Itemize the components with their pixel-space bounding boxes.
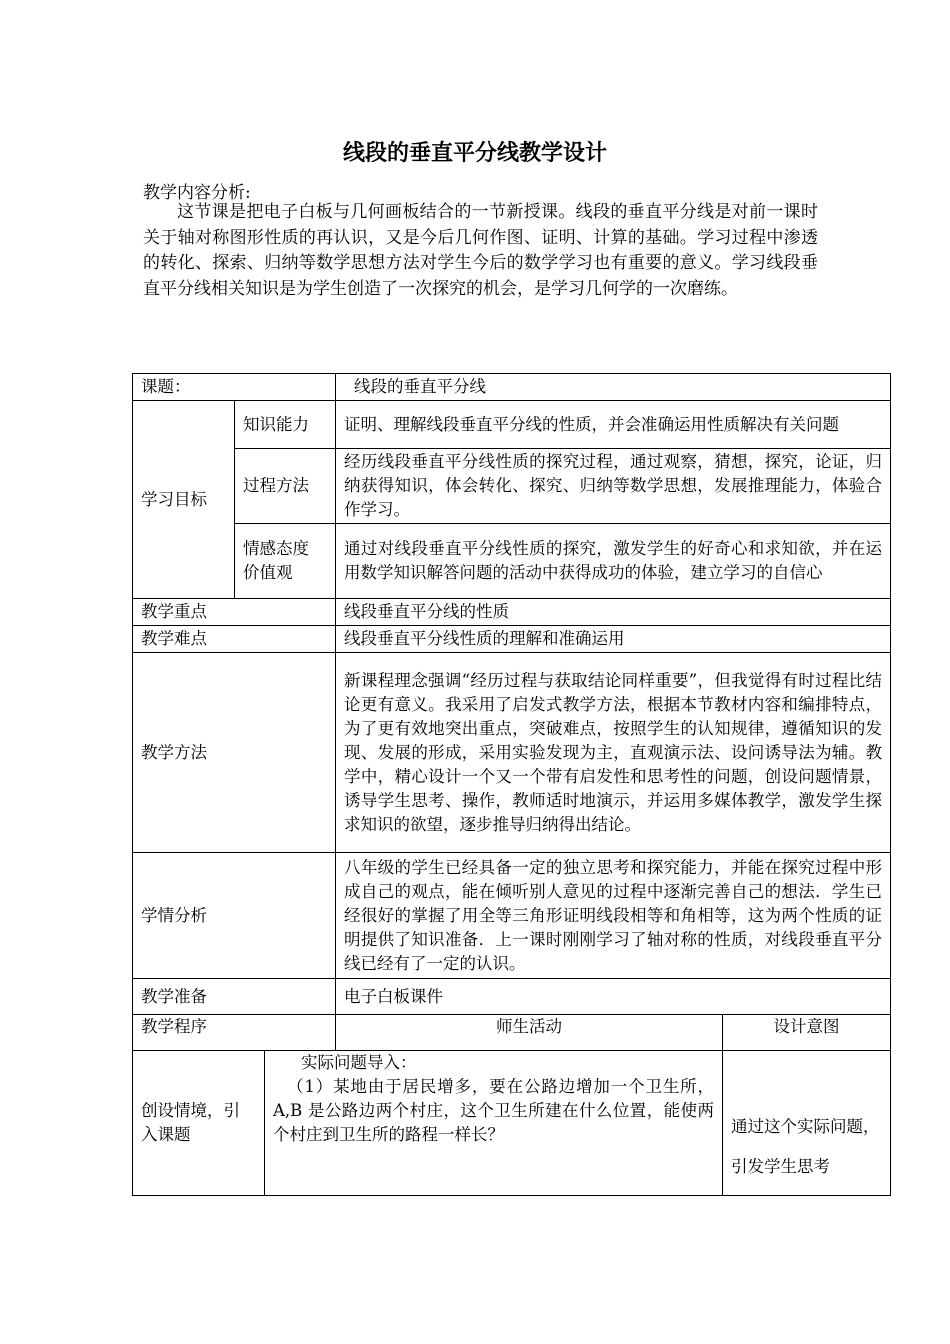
document-title: 线段的垂直平分线教学设计	[342, 141, 607, 166]
preparation-row	[133, 979, 891, 1015]
knowledge-value: 证明、理解线段垂直平分线的性质，并会准确运用性质解决有关问题	[336, 401, 891, 449]
stage1-intent: 通过这个实际问题，引发学生思考	[723, 1051, 891, 1196]
key-point-row	[133, 599, 891, 626]
attitude-label-line1: 情感态度	[243, 539, 309, 558]
students-value: 八年级的学生已经具备一定的独立思考和探究能力，并能在探究过程中形成自己的观点，能在倾听别人意见的过程中逐渐完善自己的想法．学生已经很好的掌握了用全等三角形证明线段相等和角相等，这为两个性质的证明提供了知识准备．上一课时刚刚学习了轴对称的性质，对线段垂直平分线已经有了一定的认识。	[336, 853, 891, 979]
attitude-value: 通过对线段垂直平分线性质的探究，激发学生的好奇心和求知欲，并在运用数学知识解答问题的活动中获得成功的体验，建立学习的自信心	[336, 524, 891, 599]
stage1-label: 创设情境，引入课题	[133, 1051, 265, 1196]
key-point-label: 教学重点	[133, 599, 336, 626]
intent-header: 设计意图	[723, 1015, 891, 1051]
attitude-row	[133, 524, 891, 599]
topic-value: 线段的垂直平分线	[336, 374, 891, 401]
analysis-paragraph: 这节课是把电子白板与几何画板结合的一节新授课。线段的垂直平分线是对前一课时关于轴对称图形性质的再认识，又是今后几何作图、证明、计算的基础。学习过程中渗透的转化、探索、归纳等数学思想方法对学生今后的数学学习也有重要的意义。学习线段垂直平分线相关知识是为学生创造了一次探究的机会，是学习几何学的一次磨练。	[143, 202, 818, 299]
knowledge-row	[133, 401, 891, 449]
activity-header: 师生活动	[336, 1015, 723, 1051]
difficulty-label: 教学难点	[133, 626, 336, 653]
objectives-label: 学习目标	[133, 401, 235, 599]
stage1-activity-body: （1）某地由于居民增多，要在公路边增加一个卫生所，A,B 是公路边两个村庄，这个卫生所建在什么位置，能使两个村庄到卫生所的路程一样长？	[273, 1077, 715, 1144]
students-row	[133, 853, 891, 979]
topic-row	[133, 374, 891, 401]
stage1-row	[133, 1051, 891, 1196]
topic-label: 课题：	[133, 374, 336, 401]
difficulty-value: 线段垂直平分线性质的理解和准确运用	[336, 626, 891, 653]
method-row	[133, 653, 891, 853]
method-value: 新课程理念强调“经历过程与获取结论同样重要”，但我觉得有时过程比结论更有意义。我采用了启发式教学方法，根据本节教材内容和编排特点，为了更有效地突出重点，突破难点，按照学生的认知规律，遵循知识的发现、发展的形成，采用实验发现为主，直观演示法、设问诱导法为辅。教学中，精心设计一个又一个带有启发性和思考性的问题，创设问题情景，诱导学生思考、操作，教师适时地演示，并运用多媒体教学，激发学生探求知识的欲望，逐步推导归纳得出结论。	[336, 653, 891, 853]
attitude-label-line2: 价值观	[243, 563, 293, 582]
method-label: 教学方法	[133, 653, 336, 853]
procedure-label: 教学程序	[133, 1015, 336, 1051]
process-label: 过程方法	[235, 449, 336, 524]
students-label: 学情分析	[133, 853, 336, 979]
process-value: 经历线段垂直平分线性质的探究过程，通过观察，猜想，探究，论证，归纳获得知识，体会转化、探究、归纳等数学思想，发展推理能力，体验合作学习。	[336, 449, 891, 524]
key-point-value: 线段垂直平分线的性质	[336, 599, 891, 626]
difficulty-row	[133, 626, 891, 653]
stage1-activity-title: 实际问题导入：	[301, 1053, 417, 1072]
stage1-activity	[265, 1051, 723, 1196]
analysis-heading: 教学内容分析:	[143, 183, 251, 203]
attitude-label	[235, 524, 336, 599]
knowledge-label: 知识能力	[235, 401, 336, 449]
process-row	[133, 449, 891, 524]
lesson-plan-table	[132, 373, 891, 1196]
procedure-header-row	[133, 1015, 891, 1051]
preparation-value: 电子白板课件	[336, 979, 891, 1015]
preparation-label: 教学准备	[133, 979, 336, 1015]
